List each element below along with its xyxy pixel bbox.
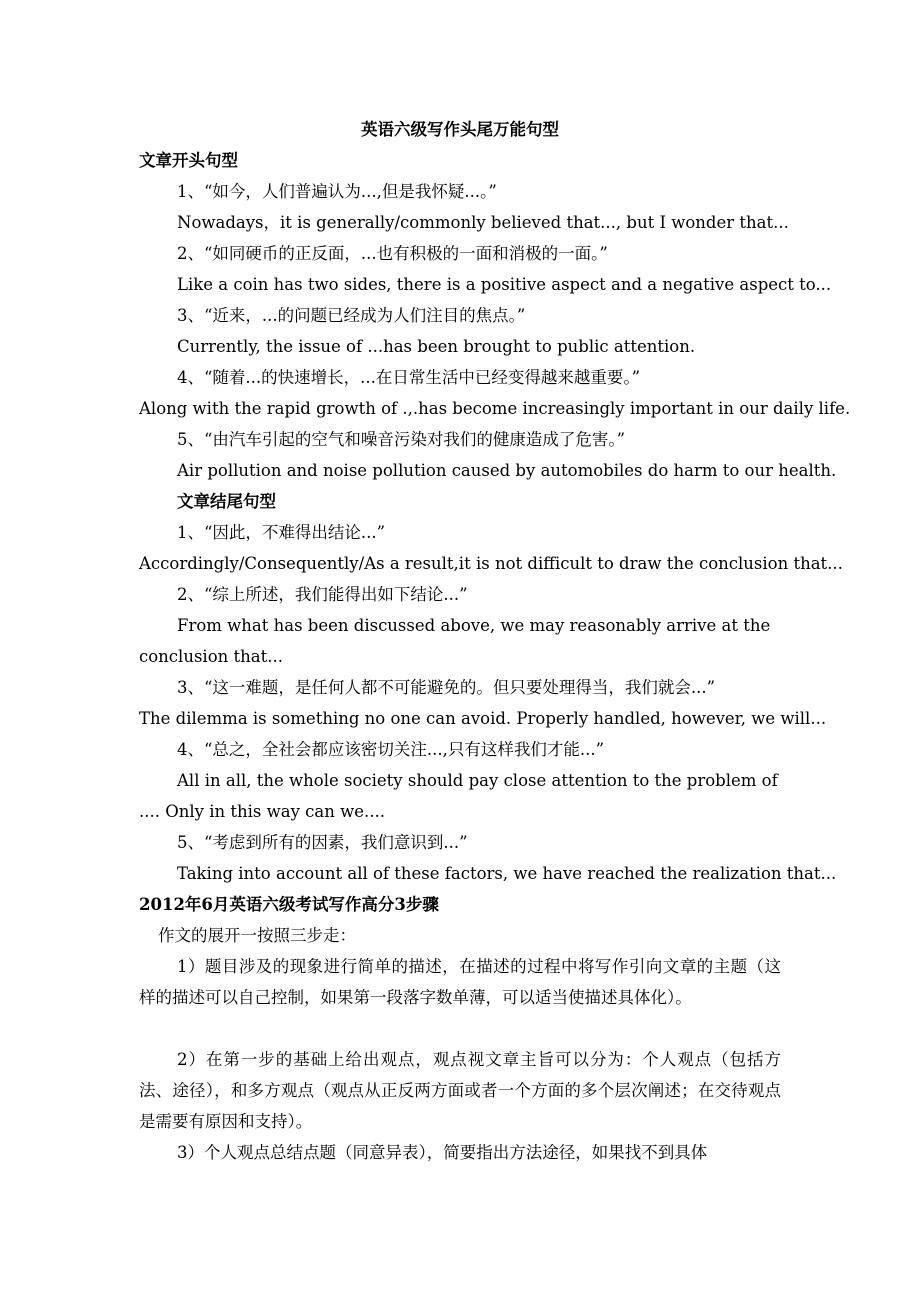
opening-item-3-en: Currently, the issue of ...has been brought to public attention. bbox=[177, 337, 696, 356]
closing-heading: 文章结尾句型 bbox=[177, 492, 276, 511]
closing-item-1-cn: 1、“因此，不难得出结论...” bbox=[177, 523, 386, 542]
opening-item-1-en: Nowadays，it is generally/commonly believed that..., but I wonder that... bbox=[177, 213, 789, 232]
step-1-paragraph: 1）题目涉及的现象进行简单的描述，在描述的过程中将写作引向文章的主题（这样的描述可以自己控制，如果第一段落字数单薄，可以适当使描述具体化）。 bbox=[139, 957, 781, 1007]
closing-item-5-en: Taking into account all of these factors, we have reached the realization that... bbox=[177, 864, 837, 883]
closing-item-1-en: Accordingly/Consequently/As a result,it is not difficult to draw the conclusion that... bbox=[139, 554, 843, 573]
closing-item-5-cn: 5、“考虑到所有的因素，我们意识到...” bbox=[177, 833, 468, 852]
closing-item-3-en: The dilemma is something no one can avoid. Properly handled, however, we will... bbox=[139, 709, 827, 728]
closing-item-4-cn: 4、“总之，全社会都应该密切关注...,只有这样我们才能...” bbox=[177, 740, 605, 759]
step-3-paragraph: 3）个人观点总结点题（同意异表），简要指出方法途径，如果找不到具体 bbox=[177, 1143, 708, 1162]
closing-item-2-cn: 2、“综上所述，我们能得出如下结论...” bbox=[177, 585, 468, 604]
opening-item-4-cn: 4、“随着...的快速增长，...在日常生活中已经变得越来越重要。” bbox=[177, 368, 641, 387]
closing-item-3-cn: 3、“这一难题，是任何人都不可能避免的。但只要处理得当，我们就会...” bbox=[177, 678, 716, 697]
closing-item-4-en: All in all, the whole society should pay close attention to the problem of .... Only in this way can we.... bbox=[139, 771, 778, 821]
closing-item-2-en: From what has been discussed above, we may reasonably arrive at the conclusion that... bbox=[139, 616, 771, 666]
opening-item-2-en: Like a coin has two sides, there is a positive aspect and a negative aspect to... bbox=[177, 275, 832, 294]
steps-heading: 2012年6月英语六级考试写作高分3步骤 bbox=[139, 895, 439, 914]
opening-item-4-en: Along with the rapid growth of .,.has become increasingly important in our daily life. bbox=[139, 399, 851, 418]
step-2-paragraph: 2）在第一步的基础上给出观点，观点视文章主旨可以分为：个人观点（包括方法、途径），和多方观点（观点从正反两方面或者一个方面的多个层次阐述；在交待观点是需要有原因和支持）。 bbox=[139, 1050, 781, 1131]
opening-item-5-en: Air pollution and noise pollution caused by automobiles do harm to our health. bbox=[177, 461, 837, 480]
steps-intro: 作文的展开一按照三步走： bbox=[158, 926, 356, 945]
opening-item-3-cn: 3、“近来，...的问题已经成为人们注目的焦点。” bbox=[177, 306, 526, 325]
opening-item-1-cn: 1、“如今，人们普遍认为...,但是我怀疑...。” bbox=[177, 182, 497, 201]
opening-heading: 文章开头句型 bbox=[139, 151, 238, 170]
document-title: 英语六级写作头尾万能句型 bbox=[361, 120, 559, 139]
opening-item-2-cn: 2、“如同硬币的正反面，...也有积极的一面和消极的一面。” bbox=[177, 244, 608, 263]
opening-item-5-cn: 5、“由汽车引起的空气和噪音污染对我们的健康造成了危害。” bbox=[177, 430, 626, 449]
